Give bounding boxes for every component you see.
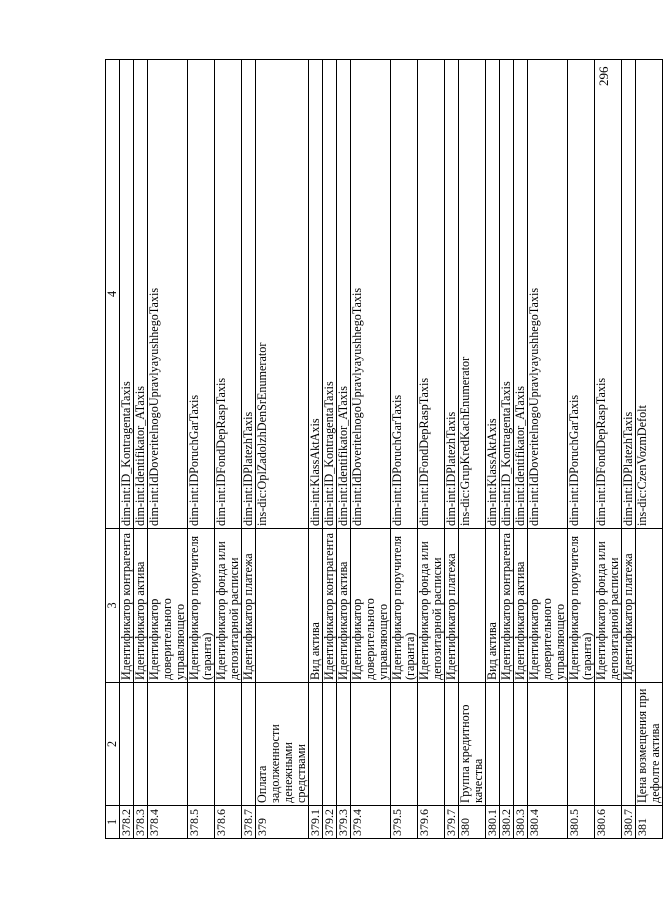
table-row <box>500 60 514 839</box>
cell-c4: dim-int:IDPoruchGarTaxis <box>391 60 418 529</box>
table-row <box>418 60 445 839</box>
cell-c1: 380.6 <box>595 806 622 839</box>
cell-c1: 379.3 <box>337 806 351 839</box>
cell-c3: Идентификатор фонда или депозитарной расписки <box>418 529 445 683</box>
cell-c1: 380.4 <box>528 806 568 839</box>
cell-c3 <box>636 529 663 683</box>
cell-c2 <box>500 683 514 806</box>
cell-c4: dim-int:IDPoruchGarTaxis <box>188 60 215 529</box>
cell-c2 <box>622 683 636 806</box>
cell-c4: ins-dic:OplZadolzhDenSrEnumerator <box>256 60 309 529</box>
cell-c3: Идентификатор контрагента <box>120 529 134 683</box>
cell-c2 <box>595 683 622 806</box>
table-row <box>595 60 622 839</box>
header-cell-col4: 4 <box>106 60 120 529</box>
header-row <box>106 60 120 839</box>
cell-c4: dim-int:IDPlatezhTaxis <box>622 60 636 529</box>
cell-c3: Вид актива <box>486 529 500 683</box>
table-body <box>106 60 663 839</box>
cell-c2 <box>134 683 148 806</box>
cell-c3: Идентификатор фонда или депозитарной расписки <box>215 529 242 683</box>
table-row <box>351 60 391 839</box>
cell-c2 <box>188 683 215 806</box>
cell-c4: dim-int:IdDoveritelnogoUpravlyayushhegoTaxis <box>351 60 391 529</box>
cell-c4: dim-int:IDPoruchGarTaxis <box>568 60 595 529</box>
cell-c1: 378.5 <box>188 806 215 839</box>
cell-c4: dim-int:ID_KontragentaTaxis <box>500 60 514 529</box>
cell-c1: 380.1 <box>486 806 500 839</box>
cell-c1: 380 <box>459 806 486 839</box>
cell-c1: 380.2 <box>500 806 514 839</box>
cell-c4: ins-dic:GrupKredKachEnumerator <box>459 60 486 529</box>
cell-c3: Вид актива <box>309 529 323 683</box>
cell-c4: dim-int:IDFondDepRaspTaxis <box>418 60 445 529</box>
cell-c3 <box>256 529 309 683</box>
table-row <box>391 60 418 839</box>
cell-c2 <box>215 683 242 806</box>
table-row <box>148 60 188 839</box>
cell-c2 <box>242 683 256 806</box>
cell-c4: ins-dic:CzenVozmDefolt <box>636 60 663 529</box>
cell-c1: 378.3 <box>134 806 148 839</box>
cell-c4: dim-int:Identifikator_ATaxis <box>337 60 351 529</box>
cell-c3: Идентификатор поручителя (гаранта) <box>391 529 418 683</box>
cell-c4: dim-int:ID_KontragentaTaxis <box>120 60 134 529</box>
cell-c1: 381 <box>636 806 663 839</box>
cell-c4: dim-int:IDFondDepRaspTaxis <box>215 60 242 529</box>
header-cell-col2: 2 <box>106 683 120 806</box>
cell-c2 <box>120 683 134 806</box>
table-row <box>568 60 595 839</box>
cell-c1: 380.3 <box>514 806 528 839</box>
table-row <box>215 60 242 839</box>
table-row <box>486 60 500 839</box>
cell-c2 <box>323 683 337 806</box>
cell-c3: Идентификатор актива <box>134 529 148 683</box>
page-number: 296 <box>596 66 611 86</box>
table-row <box>445 60 459 839</box>
cell-c2 <box>337 683 351 806</box>
header-cell-col1: 1 <box>106 806 120 839</box>
cell-c3: Идентификатор фонда или депозитарной расписки <box>595 529 622 683</box>
cell-c2 <box>418 683 445 806</box>
table-row <box>309 60 323 839</box>
cell-c1: 379 <box>256 806 309 839</box>
cell-c1: 378.2 <box>120 806 134 839</box>
cell-c2 <box>445 683 459 806</box>
cell-c2 <box>148 683 188 806</box>
cell-c3: Идентификатор доверительного управляющего <box>351 529 391 683</box>
cell-c2 <box>309 683 323 806</box>
cell-c1: 380.5 <box>568 806 595 839</box>
cell-c3: Идентификатор поручителя (гаранта) <box>568 529 595 683</box>
cell-c4: dim-int:KlassAktAxis <box>486 60 500 529</box>
cell-c2: Цена возмещения при дефолте актива <box>636 683 663 806</box>
table-row <box>120 60 134 839</box>
cell-c1: 379.1 <box>309 806 323 839</box>
header-cell-col3: 3 <box>106 529 120 683</box>
cell-c2 <box>351 683 391 806</box>
cell-c1: 379.2 <box>323 806 337 839</box>
table-row <box>636 60 663 839</box>
cell-c4: dim-int:Identifikator_ATaxis <box>514 60 528 529</box>
cell-c3: Идентификатор поручителя (гаранта) <box>188 529 215 683</box>
cell-c1: 380.7 <box>622 806 636 839</box>
table-row <box>134 60 148 839</box>
cell-c4: dim-int:IdDoveritelnogoUpravlyayushhegoTaxis <box>528 60 568 529</box>
table-row <box>337 60 351 839</box>
table-row <box>323 60 337 839</box>
table-row <box>622 60 636 839</box>
cell-c3: Идентификатор доверительного управляющего <box>148 529 188 683</box>
cell-c4: dim-int:KlassAktAxis <box>309 60 323 529</box>
table-row <box>256 60 309 839</box>
table-row <box>459 60 486 839</box>
table-row <box>188 60 215 839</box>
cell-c4: dim-int:ID_KontragentaTaxis <box>323 60 337 529</box>
table-row <box>528 60 568 839</box>
cell-c3: Идентификатор доверительного управляющего <box>528 529 568 683</box>
cell-c1: 379.7 <box>445 806 459 839</box>
cell-c4: dim-int:IDPlatezhTaxis <box>445 60 459 529</box>
data-table <box>105 59 663 839</box>
cell-c1: 379.5 <box>391 806 418 839</box>
cell-c3: Идентификатор актива <box>337 529 351 683</box>
table-row <box>514 60 528 839</box>
cell-c4: dim-int:IdDoveritelnogoUpravlyayushhegoTaxis <box>148 60 188 529</box>
cell-c2 <box>391 683 418 806</box>
cell-c1: 379.4 <box>351 806 391 839</box>
cell-c2 <box>528 683 568 806</box>
cell-c3 <box>459 529 486 683</box>
cell-c2: Группа кредитного качества <box>459 683 486 806</box>
cell-c4: dim-int:Identifikator_ATaxis <box>134 60 148 529</box>
cell-c3: Идентификатор платежа <box>445 529 459 683</box>
cell-c1: 378.6 <box>215 806 242 839</box>
cell-c3: Идентификатор актива <box>514 529 528 683</box>
table-row <box>242 60 256 839</box>
cell-c3: Идентификатор платежа <box>242 529 256 683</box>
cell-c4: dim-int:IDPlatezhTaxis <box>242 60 256 529</box>
cell-c2 <box>568 683 595 806</box>
cell-c1: 378.7 <box>242 806 256 839</box>
cell-c1: 379.6 <box>418 806 445 839</box>
cell-c4: dim-int:IDFondDepRaspTaxis <box>595 60 622 529</box>
cell-c2 <box>486 683 500 806</box>
cell-c2 <box>514 683 528 806</box>
cell-c3: Идентификатор контрагента <box>323 529 337 683</box>
cell-c2: Оплата задолженности денежными средствами <box>256 683 309 806</box>
cell-c3: Идентификатор контрагента <box>500 529 514 683</box>
cell-c1: 378.4 <box>148 806 188 839</box>
cell-c3: Идентификатор платежа <box>622 529 636 683</box>
